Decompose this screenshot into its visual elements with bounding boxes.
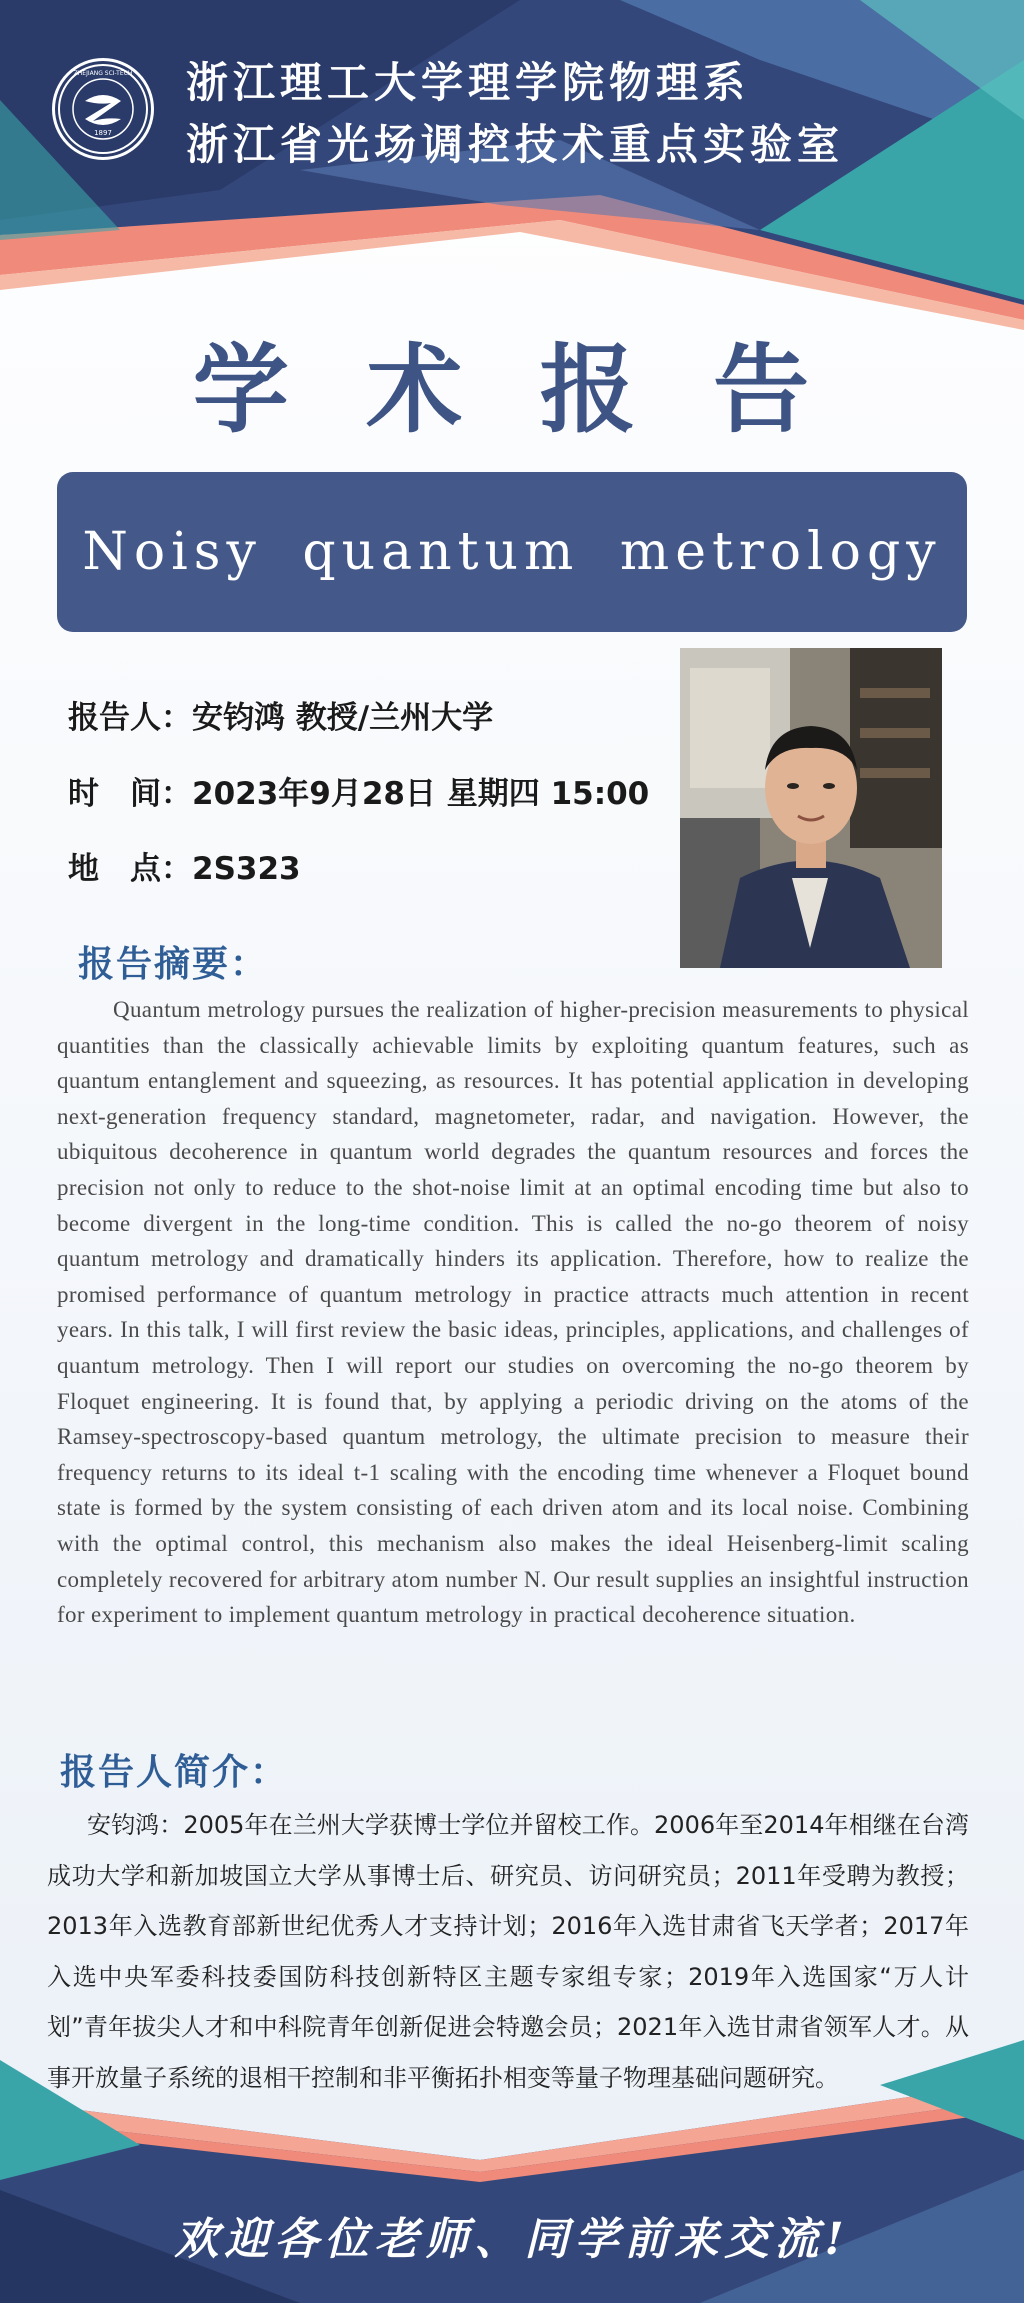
welcome-message: 欢迎各位老师、同学前来交流!: [174, 2214, 850, 2265]
bio-heading: 报告人简介：: [60, 1752, 289, 1793]
abstract-heading: 报告摘要：: [78, 944, 269, 985]
place-info: 地 点：2S323: [68, 851, 301, 887]
abstract-text: Quantum metrology pursues the realization of higher-precision measurements to physical quantities than the classically achievable limits by exploiting quantum features, such as quantum entanglement and squeezing, as resources. It has potential application in developing next-generation frequency standard, magnetometer, radar, and navigation. However, the ubiquitous decoherence in quantum world degrades the quantum resources and forces the precision not only to reduce to the shot-noise limit at an optimal encoding time but also to become divergent in the long-time condition. This is called the no-go theorem of noisy quantum metrology and dramatically hinders its application. Therefore, how to realize the promised performance of quantum metrology in practice attracts much attention in recent years. In this talk, I will first review the basic ideas, principles, applications, and challenges of quantum metrology. Then I will report our studies on overcoming the no-go theorem by Floquet engineering. It is found that, by applying a periodic driving on the atoms of the Ramsey-spectroscopy-based quantum metrology, the ultimate precision to measure their frequency returns to its ideal t-1 scaling with the encoding time whenever a Floquet bound state is formed by the system consisting of each driven atom and its local noise. Combining with the optimal control, this mechanism also makes the ideal Heisenberg-limit scaling completely recovered for arbitrary atom number N. Our result supplies an insightful instruction for experiment to implement quantum metrology in practical decoherence situation.: [57, 997, 969, 1628]
lab-name: 浙江省光场调控技术重点实验室: [186, 120, 845, 169]
university-logo: [52, 58, 154, 160]
speaker-portrait-icon: [680, 648, 942, 968]
talk-title: Noisy quantum metrology: [82, 522, 942, 582]
time-info: 时 间：2023年9月28日 星期四 15:00: [68, 776, 650, 812]
talk-title-banner: [57, 472, 967, 632]
speaker-photo: [680, 648, 942, 968]
university-seal-icon: [55, 61, 151, 157]
speaker-info: 报告人：安钧鸿 教授/兰州大学: [68, 700, 494, 736]
bio-text: 安钧鸿：2005年在兰州大学获博士学位并留校工作。2006年至2014年相继在台湾成功大学和新加坡国立大学从事博士后、研究员、访问研究员；2011年受聘为教授；2013年入选教育部新世纪优秀人才支持计划；2016年入选甘肃省飞天学者；2017年入选中央军委科技委国防科技创新特区主题专家组专家；2019年入选国家“万人计划”青年拔尖人才和中科院青年创新促进会特邀会员；2021年入选甘肃省领军人才。从事开放量子系统的退相干控制和非平衡拓扑相变等量子物理基础问题研究。: [47, 1811, 969, 2092]
report-title: 学 术 报 告: [192, 333, 832, 446]
svg-text:1897: 1897: [94, 129, 112, 137]
svg-text:ZHEJIANG SCI-TECH: ZHEJIANG SCI-TECH: [73, 70, 133, 77]
department-name: 浙江理工大学理学院物理系: [186, 58, 751, 107]
